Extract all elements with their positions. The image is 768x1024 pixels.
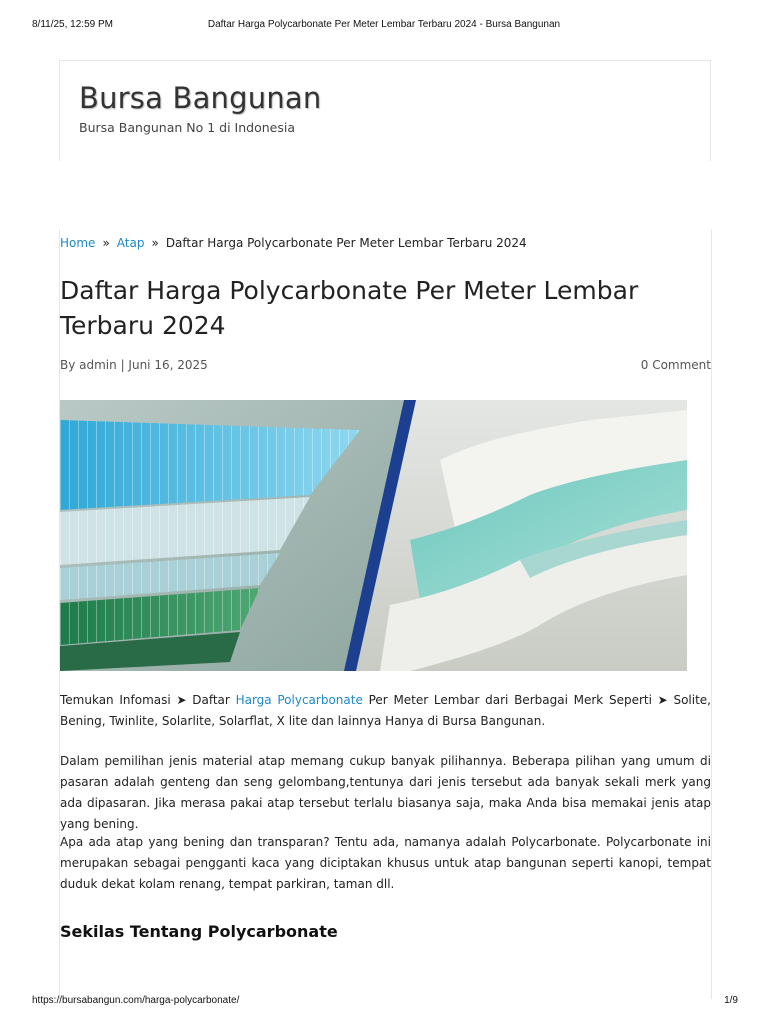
hero-image (60, 400, 687, 671)
post-title: Daftar Harga Polycarbonate Per Meter Lembar Terbaru 2024 (60, 276, 639, 340)
site-header (59, 60, 711, 161)
print-url: https://bursabangun.com/harga-polycarbonate/ (32, 995, 240, 1006)
comments-link[interactable]: 0 Comment (640, 358, 711, 372)
article-content (59, 229, 712, 999)
breadcrumb (60, 236, 527, 250)
site-title[interactable]: Bursa Bangunan (79, 81, 322, 115)
body-paragraph: Apa ada atap yang bening dan transparan? Tentu ada, namanya adalah Polycarbonate. Polycarbonate ini merupakan sebagai pengganti kaca yang diciptakan khusus untuk atap bangunan seperti kanopi, tempat duduk dekat kolam renang, tempat parkiran, taman dll. (60, 835, 711, 891)
body-paragraph: Dalam pemilihan jenis material atap memang cukup banyak pilihannya. Beberapa pilihan yang umum di pasaran adalah genteng dan seng gelombang,tentunya dari jenis tersebut ada banyak sekali merk yang ada dipasaran. Jika merasa pakai atap tersebut terlalu biasanya saja, maka Anda bisa memakai jenis atap yang bening. (60, 754, 711, 831)
section-heading: Sekilas Tentang Polycarbonate (60, 922, 338, 941)
breadcrumb-category-link[interactable]: Atap (116, 236, 145, 250)
print-document-title: Daftar Harga Polycarbonate Per Meter Lembar Terbaru 2024 - Bursa Bangunan (207, 19, 561, 30)
print-page-number: 1/9 (724, 995, 738, 1006)
breadcrumb-separator: » (102, 236, 110, 250)
breadcrumb-separator: » (151, 236, 159, 250)
intro-paragraph (60, 690, 711, 732)
intro-text-after: Per Meter Lembar dari Berbagai Merk Seperti ➤ Solite, Bening, Twinlite, Solarlite, Solarflat, X lite dan lainnya Hanya di Bursa Bangunan. (60, 693, 711, 728)
harga-polycarbonate-link[interactable]: Harga Polycarbonate (235, 693, 363, 707)
print-datetime: 8/11/25, 12:59 PM (32, 19, 113, 30)
intro-text-before: Temukan Infomasi ➤ Daftar (60, 693, 236, 707)
post-meta: By admin | Juni 16, 2025 (60, 358, 208, 372)
print-header (0, 19, 768, 33)
breadcrumb-current: Daftar Harga Polycarbonate Per Meter Lembar Terbaru 2024 (165, 236, 527, 250)
breadcrumb-home-link[interactable]: Home (60, 236, 96, 250)
print-footer (0, 995, 768, 1009)
site-tagline: Bursa Bangunan No 1 di Indonesia (79, 120, 296, 135)
